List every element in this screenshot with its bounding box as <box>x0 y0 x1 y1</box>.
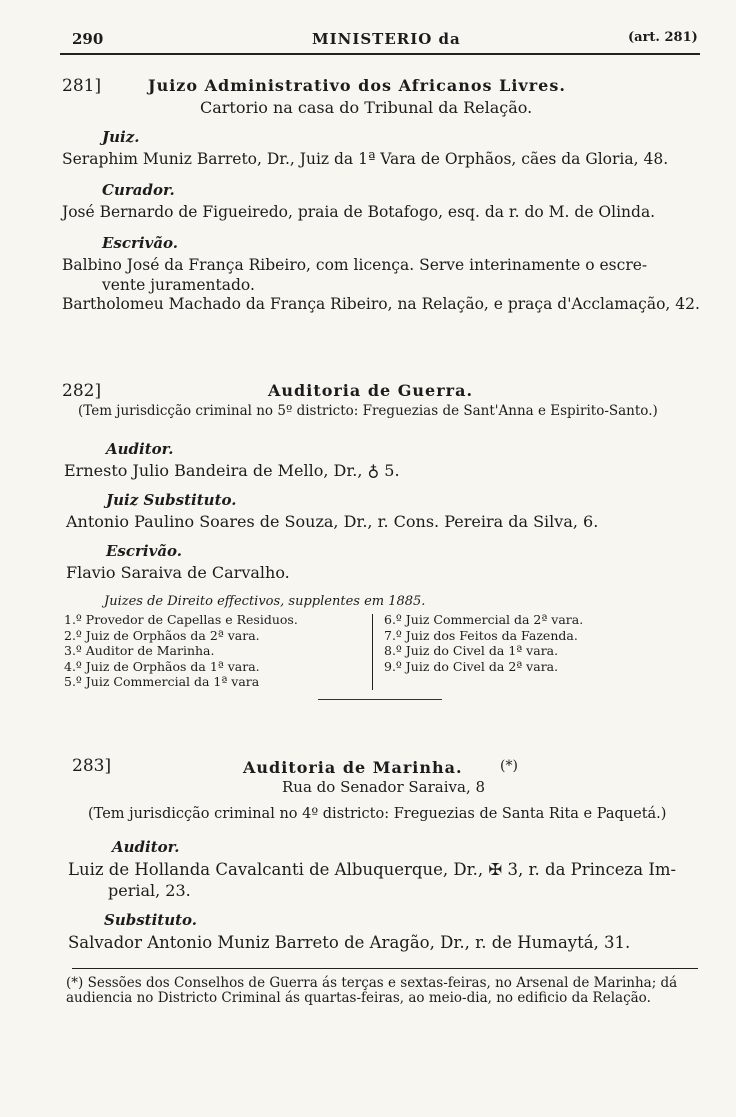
page-number: 290 <box>72 30 104 48</box>
sec281-line3b: vente juramentado. <box>102 276 255 294</box>
sec283-line1b: perial, 23. <box>108 881 191 900</box>
sec283-role-substituto: Substituto. <box>104 911 198 929</box>
sec283-subtitle: (Tem jurisdicção criminal no 4º districto: Freguezias de Santa Rita e Paquetá.) <box>88 806 667 822</box>
sec283-note-mark: (*) <box>500 758 518 774</box>
sec282-number: 282] <box>62 381 102 401</box>
footnote: (*) Sessões dos Conselhos de Guerra ás terças e sextas-feiras, no Arsenal de Marinha; dá audiencia no Districto Criminal ás quartas-feiras, ao meio-dia, no edificio da Relação. <box>66 975 678 1006</box>
header-rule <box>60 53 700 55</box>
judge-item: 5.º Juiz Commercial da 1ª vara <box>64 674 260 689</box>
judge-item: 8.º Juiz do Civel da 1ª vara. <box>384 643 559 658</box>
judge-item: 1.º Provedor de Capellas e Residuos. <box>64 612 298 627</box>
sec281-number: 281] <box>62 76 102 96</box>
sec282-role-substituto: Juiz Substituto. <box>106 491 237 509</box>
article-ref: (art. 281) <box>628 30 698 45</box>
sec281-role-curador: Curador. <box>102 181 175 199</box>
judge-item: 6.º Juiz Commercial da 2ª vara. <box>384 612 584 627</box>
sec281-line4: Bartholomeu Machado da França Ribeiro, na Relação, e praça d'Acclamação, 42. <box>62 295 700 313</box>
sec281-title: Juizo Administrativo dos Africanos Livres. <box>148 76 566 95</box>
judges-left-column <box>64 612 298 690</box>
sec282-line1: Ernesto Julio Bandeira de Mello, Dr., ♁ 5. <box>64 461 400 480</box>
section-separator <box>318 699 442 700</box>
sec281-role-juiz: Juiz. <box>102 128 140 146</box>
sec281-line3a: Balbino José da França Ribeiro, com licença. Serve interinamente o escre- <box>62 256 648 274</box>
judge-item: 9.º Juiz do Civel da 2ª vara. <box>384 658 559 674</box>
sec283-address: Rua do Senador Saraiva, 8 <box>282 778 486 796</box>
sec281-line2: José Bernardo de Figueiredo, praia de Botafogo, esq. da r. do M. de Olinda. <box>62 203 656 221</box>
column-divider <box>372 614 373 690</box>
sec283-number: 283] <box>72 756 112 776</box>
sec282-line3: Flavio Saraiva de Carvalho. <box>66 563 290 582</box>
sec282-line2: Antonio Paulino Soares de Souza, Dr., r. Cons. Pereira da Silva, 6. <box>66 512 599 531</box>
sec282-role-escrivao: Escrivão. <box>106 542 183 560</box>
table-caption: Juizes de Direito effectivos, supplentes em 1885. <box>104 594 426 609</box>
sec283-role-auditor: Auditor. <box>112 838 180 856</box>
sec282-subtitle: (Tem jurisdicção criminal no 5º districto: Freguezias de Sant'Anna e Espirito-Santo.) <box>78 403 658 419</box>
judge-item: 4.º Juiz de Orphãos da 1ª vara. <box>64 658 260 674</box>
sec281-subtitle: Cartorio na casa do Tribunal da Relação. <box>200 98 533 117</box>
judge-item: 2.º Juiz de Orphãos da 2ª vara. <box>64 627 260 643</box>
sec283-title: Auditoria de Marinha. <box>243 758 463 777</box>
judge-item: 7.º Juiz dos Feitos da Fazenda. <box>384 627 578 643</box>
sec282-role-auditor: Auditor. <box>106 440 174 458</box>
footnote-rule <box>72 968 698 969</box>
judges-right-column <box>384 612 583 674</box>
sec283-line1a: Luiz de Hollanda Cavalcanti de Albuquerque, Dr., ✠ 3, r. da Princeza Im- <box>68 860 677 879</box>
sec283-line2: Salvador Antonio Muniz Barreto de Aragão, Dr., r. de Humaytá, 31. <box>68 933 631 952</box>
judge-item: 3.º Auditor de Marinha. <box>64 643 215 658</box>
running-title: MINISTERIO da <box>312 30 461 48</box>
sec282-title: Auditoria de Guerra. <box>268 381 474 400</box>
sec281-role-escrivao: Escrivão. <box>102 234 179 252</box>
sec281-line1: Seraphim Muniz Barreto, Dr., Juiz da 1ª Vara de Orphãos, cães da Gloria, 48. <box>62 150 669 168</box>
